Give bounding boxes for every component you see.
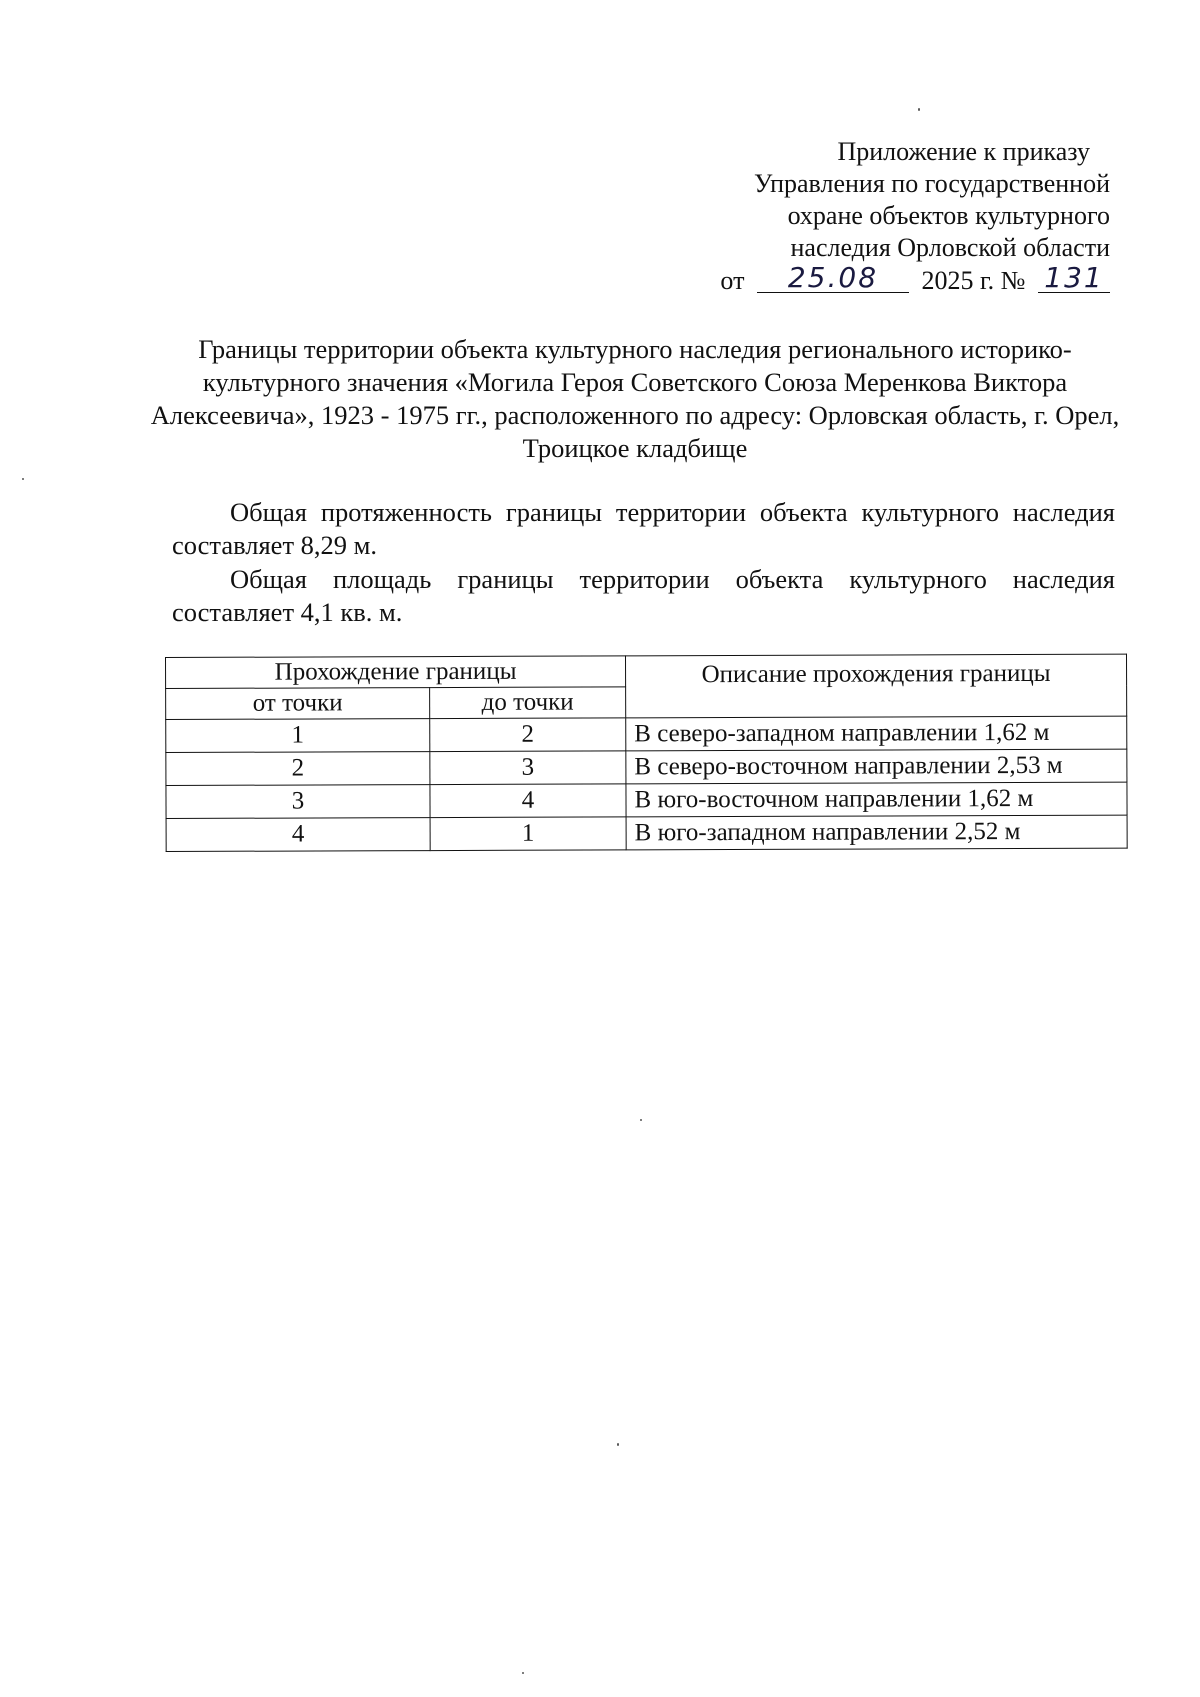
scan-speck bbox=[640, 1119, 642, 1121]
paragraph-total-length: Общая протяженность границы территории объекта культурного наследия составляет 8,29 м. bbox=[172, 497, 1115, 560]
table-row bbox=[166, 716, 1127, 752]
appendix-header bbox=[640, 136, 1110, 297]
cell-from-point: 2 bbox=[166, 752, 430, 786]
table-row bbox=[166, 749, 1127, 785]
header-boundary-description: Описание прохождения границы bbox=[625, 654, 1126, 718]
cell-description: В северо-восточном направлении 2,53 м bbox=[626, 749, 1127, 784]
boundary-table bbox=[165, 654, 1128, 852]
scan-speck bbox=[22, 478, 24, 480]
cell-to-point: 2 bbox=[430, 718, 626, 752]
cell-to-point: 3 bbox=[430, 751, 626, 785]
year-and-number-label: 2025 г. № bbox=[921, 266, 1026, 295]
scan-speck bbox=[522, 1672, 524, 1674]
scan-speck bbox=[617, 1443, 619, 1446]
cell-from-point: 4 bbox=[166, 818, 430, 852]
appendix-line-3: охране объектов культурного bbox=[787, 201, 1110, 230]
cell-to-point: 1 bbox=[430, 817, 626, 851]
header-from-point: от точки bbox=[166, 688, 430, 720]
appendix-line-4: наследия Орловской области bbox=[790, 233, 1110, 262]
cell-from-point: 3 bbox=[166, 785, 430, 819]
header-to-point: до точки bbox=[430, 687, 626, 719]
header-boundary-passage: Прохождение границы bbox=[166, 656, 626, 689]
cell-description: В юго-восточном направлении 1,62 м bbox=[626, 782, 1127, 817]
document-title: Границы территории объекта культурного наследия регионального историко-культурного значения «Могила Героя Советского Союза Меренкова Виктора Алексеевича», 1923 - 1975 гг., расположенного по адресу: Орловская область, г. Орел, Троицкое кладбище bbox=[150, 334, 1120, 463]
cell-to-point: 4 bbox=[430, 784, 626, 818]
number-blank bbox=[1038, 261, 1110, 294]
paragraph-total-area: Общая площадь границы территории объекта культурного наследия составляет 4,1 кв. м. bbox=[172, 564, 1115, 627]
handwritten-number: 131 bbox=[1044, 261, 1104, 294]
table-row bbox=[166, 815, 1127, 851]
appendix-line-2: Управления по государственной bbox=[753, 169, 1110, 198]
date-blank bbox=[757, 261, 909, 294]
cell-description: В северо-западном направлении 1,62 м bbox=[626, 716, 1127, 751]
cell-from-point: 1 bbox=[166, 719, 430, 753]
order-date-line bbox=[640, 261, 1110, 297]
table-row bbox=[166, 782, 1127, 818]
date-prefix: от bbox=[720, 266, 745, 295]
handwritten-date: 25.08 bbox=[787, 261, 879, 294]
cell-description: В юго-западном направлении 2,52 м bbox=[626, 815, 1127, 850]
appendix-line-1: Приложение к приказу bbox=[837, 137, 1090, 166]
scan-speck bbox=[918, 108, 920, 111]
